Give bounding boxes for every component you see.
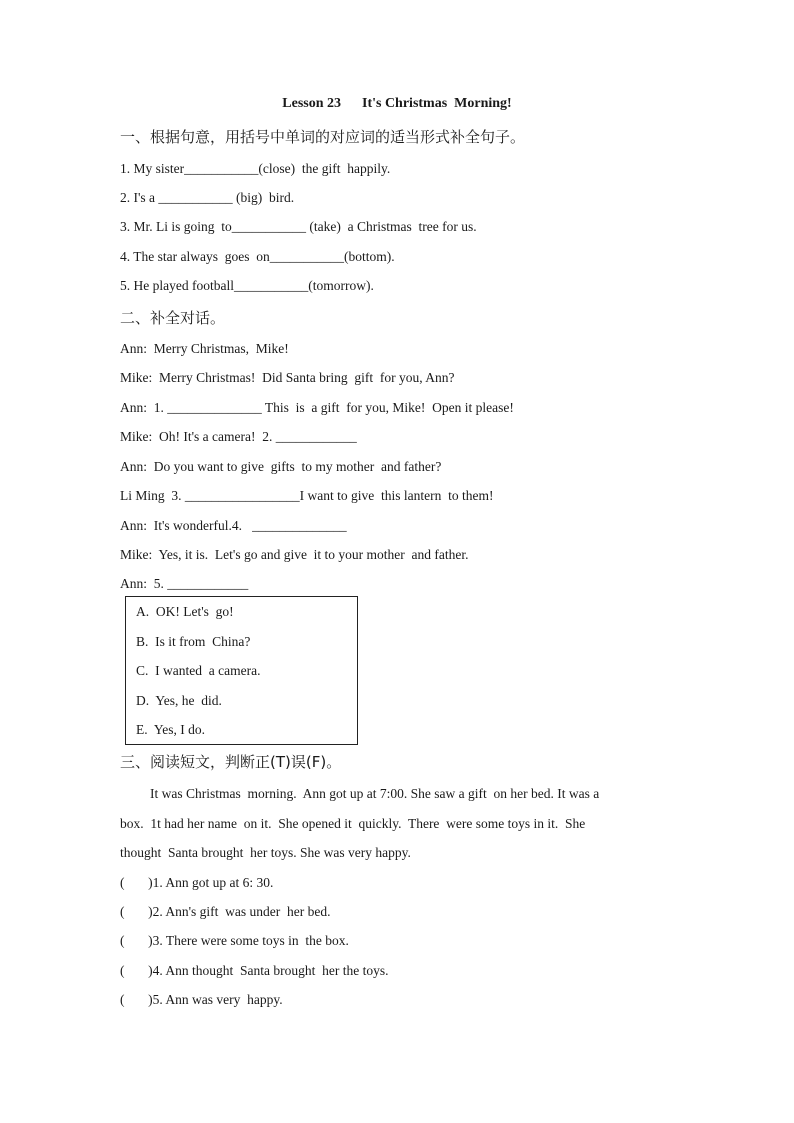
section2-heading: 二、补全对话。 [120,309,226,327]
section1-item-4: 4. The star always goes on___________(bottom). [120,249,395,264]
section1-item-3: 3. Mr. Li is going to___________ (take) a Christmas tree for us. [120,219,477,234]
section1-item-2: 2. I's a ___________ (big) bird. [120,190,295,205]
dialogue-line-6: Li Ming 3. _________________I want to give this lantern to them! [120,488,494,503]
dialogue-line-2: Mike: Merry Christmas! Did Santa bring gift for you, Ann? [120,370,455,385]
option-c: C. I wanted a camera. [136,663,261,678]
section1-heading: 一、根据句意，用括号中单词的对应词的适当形式补全句子。 [120,128,526,146]
option-b: B. Is it from China? [136,634,251,649]
dialogue-line-9: Ann: 5. ____________ [120,576,249,591]
judge-item-3: ( )3. There were some toys in the box. [120,933,349,948]
passage-line-2: box. 1t had her name on it. She opened it quickly. There were some toys in it. She [120,816,586,831]
dialogue-line-3: Ann: 1. ______________ This is a gift for you, Mike! Open it please! [120,400,514,415]
option-e: E. Yes, I do. [136,722,206,737]
judge-item-1: ( )1. Ann got up at 6: 30. [120,875,274,890]
dialogue-line-5: Ann: Do you want to give gifts to my mother and father? [120,459,442,474]
option-d: D. Yes, he did. [136,693,222,708]
judge-item-2: ( )2. Ann's gift was under her bed. [120,904,331,919]
dialogue-line-8: Mike: Yes, it is. Let's go and give it to your mother and father. [120,547,469,562]
section1-item-5: 5. He played football___________(tomorrow). [120,278,374,293]
dialogue-line-7: Ann: It's wonderful.4. ______________ [120,518,347,533]
passage-line-3: thought Santa brought her toys. She was very happy. [120,845,411,860]
judge-item-4: ( )4. Ann thought Santa brought her the toys. [120,963,389,978]
passage-line-1: It was Christmas morning. Ann got up at 7:00. She saw a gift on her bed. It was a [150,786,600,801]
option-a: A. OK! Let's go! [136,604,234,619]
judge-item-5: ( )5. Ann was very happy. [120,992,283,1007]
dialogue-line-4: Mike: Oh! It's a camera! 2. ____________ [120,429,357,444]
lesson-title: Lesson 23 It's Christmas Morning! [282,96,512,111]
dialogue-line-1: Ann: Merry Christmas, Mike! [120,341,289,356]
section3-heading: 三、阅读短文，判断正(T)误(F)。 [120,753,342,771]
section1-item-1: 1. My sister___________(close) the gift happily. [120,161,391,176]
options-box [125,596,358,745]
